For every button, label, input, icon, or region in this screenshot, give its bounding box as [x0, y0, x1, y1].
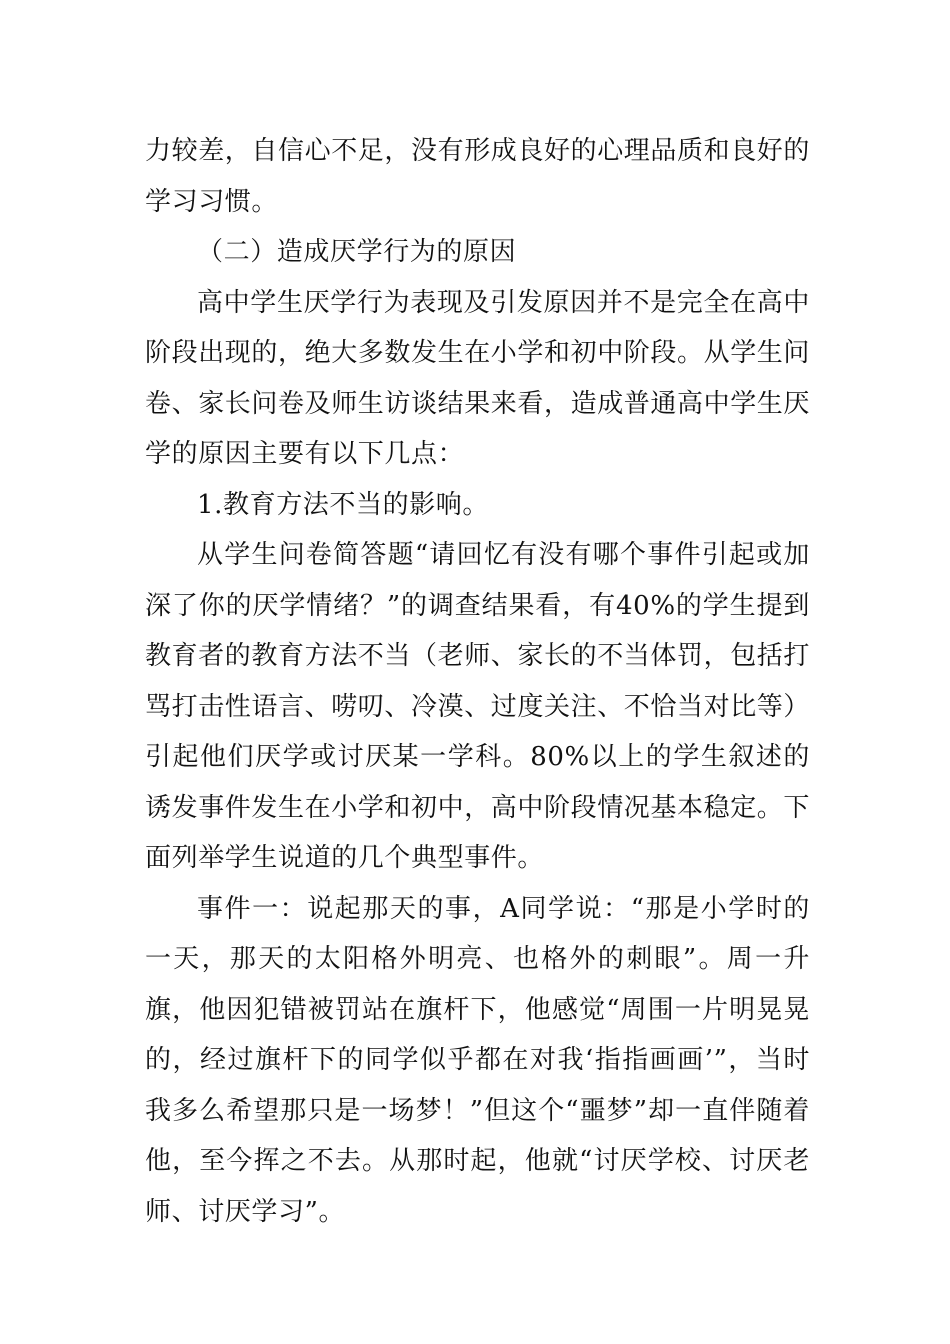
section-heading: （二）造成厌学行为的原因: [197, 237, 517, 267]
paragraph-continuation: 力较差，自信心不足，没有形成良好的心理品质和良好的学习习惯。: [145, 136, 811, 217]
paragraph-event-one: 事件一：说起那天的事，A同学说：“那是小学时的一天，那天的太阳格外明亮、也格外的刺眼”。周一升旗，他因犯错被罚站在旗杆下，他感觉“周围一片明晃晃的，经过旗杆下的同学似乎都在对我‘指指画画’”，当时我多么希望那只是一场梦！”但这个“噩梦”却一直伴随着他，至今挥之不去。从那时起，他就“讨厌学校、讨厌老师、讨厌学习”。: [145, 893, 810, 1227]
subheading-education-method: 1.教育方法不当的影响。: [197, 489, 490, 520]
paragraph-causes-intro: 高中学生厌学行为表现及引发原因并不是完全在高中阶段出现的，绝大多数发生在小学和初中阶段。从学生问卷、家长问卷及师生访谈结果来看，造成普通高中学生厌学的原因主要有以下几点：: [145, 287, 811, 469]
document-body: [145, 126, 810, 1237]
paragraph-survey-results: 从学生问卷简答题“请回忆有没有哪个事件引起或加深了你的厌学情绪？”的调查结果看，有40%的学生提到教育者的教育方法不当（老师、家长的不当体罚，包括打骂打击性语言、唠叨、冷漠、过度关注、不恰当对比等）引起他们厌学或讨厌某一学科。80%以上的学生叙述的诱发事件发生在小学和初中，高中阶段情况基本稳定。下面列举学生说道的几个典型事件。: [145, 540, 811, 873]
